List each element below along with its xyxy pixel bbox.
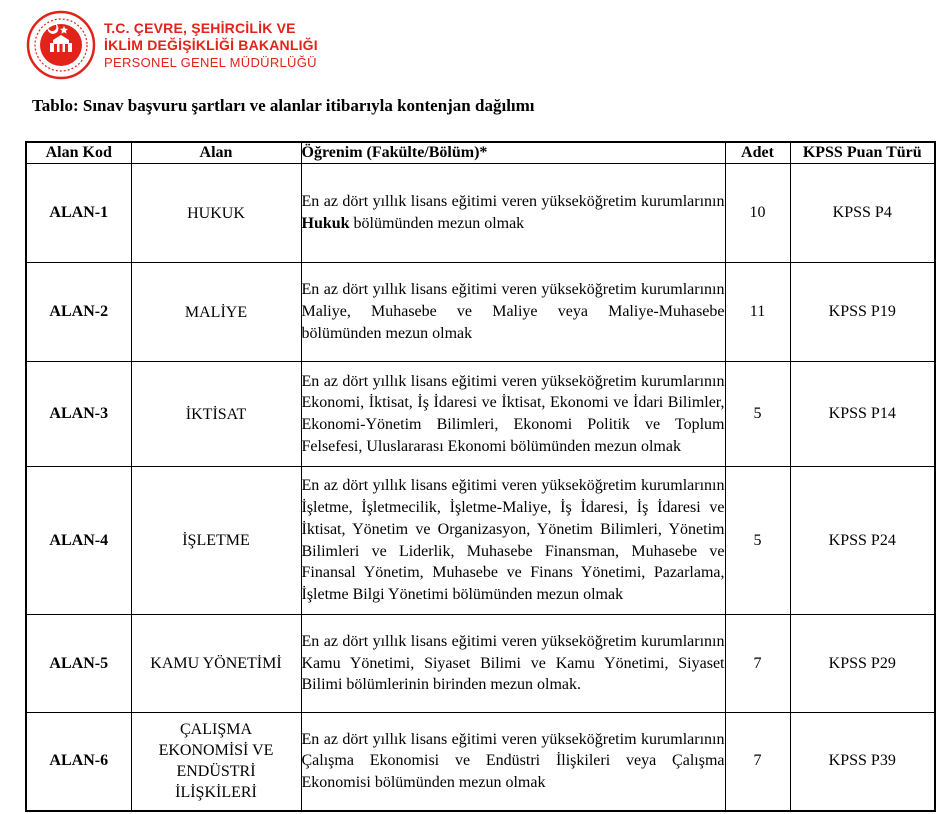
letterhead: [26, 10, 318, 80]
table-row: [26, 362, 935, 467]
kpss-cell: KPSS P29: [790, 615, 935, 713]
alan-cell: ÇALIŞMA EKONOMİSİ VE ENDÜSTRİ İLİŞKİLERİ: [131, 713, 301, 811]
alan-cell: MALİYE: [131, 263, 301, 362]
table-row: [26, 164, 935, 263]
table-row: [26, 713, 935, 811]
ministry-name-line1: T.C. ÇEVRE, ŞEHİRCİLİK VE: [104, 19, 296, 36]
ogrenim-cell: En az dört yıllık lisans eğitimi veren yükseköğretim kurumlarının Maliye, Muhasebe ve Maliye veya Maliye-Muhasebe bölümünden mezun olmak: [301, 263, 725, 362]
table-row: [26, 263, 935, 362]
adet-cell: 5: [725, 467, 790, 615]
ministry-name-line2: İKLİM DEĞİŞİKLİĞİ BAKANLIĞI: [104, 36, 318, 53]
kpss-cell: KPSS P39: [790, 713, 935, 811]
department-name: PERSONEL GENEL MÜDÜRLÜĞÜ: [104, 54, 317, 70]
header-kpss: KPSS Puan Türü: [790, 142, 935, 164]
kpss-cell: KPSS P24: [790, 467, 935, 615]
adet-cell: 10: [725, 164, 790, 263]
kpss-cell: KPSS P14: [790, 362, 935, 467]
header-ogrenim: Öğrenim (Fakülte/Bölüm)*: [301, 142, 725, 164]
kpss-cell: KPSS P19: [790, 263, 935, 362]
ministry-seal-icon: [26, 10, 96, 80]
alan-kod-cell: ALAN-3: [26, 362, 131, 467]
ogrenim-cell: En az dört yıllık lisans eğitimi veren yükseköğretim kurumlarının İşletme, İşletmecilik, İşletme-Maliye, İş İdaresi, İş İdaresi ve İktisat, Yönetim ve Organizasyon, Yönetim Bilimleri, Yönetim Bilimleri ve Liderlik, Muhasebe Finansman, Muhasebe ve Finansal Yönetim, Muhasebe ve Finans Yönetimi, Pazarlama, İşletme Bilgi Yönetimi bölümünden mezun olmak: [301, 467, 725, 615]
ogrenim-text: bölümünden mezun olmak: [349, 215, 525, 232]
header-alan-kod: Alan Kod: [26, 142, 131, 164]
table-caption: Tablo: Sınav başvuru şartları ve alanlar itibarıyla kontenjan dağılımı: [32, 96, 535, 115]
ogrenim-cell: [301, 164, 725, 263]
alan-cell: İKTİSAT: [131, 362, 301, 467]
adet-cell: 5: [725, 362, 790, 467]
alan-kod-cell: ALAN-5: [26, 615, 131, 713]
alan-cell: İŞLETME: [131, 467, 301, 615]
alan-kod-cell: ALAN-1: [26, 164, 131, 263]
table-header-row: [26, 142, 935, 164]
quota-table: [25, 141, 936, 812]
adet-cell: 7: [725, 713, 790, 811]
adet-cell: 7: [725, 615, 790, 713]
alan-cell: HUKUK: [131, 164, 301, 263]
table-row: [26, 467, 935, 615]
alan-kod-cell: ALAN-4: [26, 467, 131, 615]
ogrenim-cell: En az dört yıllık lisans eğitimi veren yükseköğretim kurumlarının Ekonomi, İktisat, İş İdaresi ve İktisat, Ekonomi ve İdari Bilimler, Ekonomi-Yönetim Bilimleri, Ekonomi Politik ve Toplum Felsefesi, Uluslararası Ekonomi bölümünden mezun olmak: [301, 362, 725, 467]
ogrenim-cell: En az dört yıllık lisans eğitimi veren yükseköğretim kurumlarının Çalışma Ekonomisi ve Endüstri İlişkileri veya Çalışma Ekonomisi bölümünden mezun olmak: [301, 713, 725, 811]
kpss-cell: KPSS P4: [790, 164, 935, 263]
table-row: [26, 615, 935, 713]
header-adet: Adet: [725, 142, 790, 164]
adet-cell: 11: [725, 263, 790, 362]
alan-kod-cell: ALAN-6: [26, 713, 131, 811]
alan-kod-cell: ALAN-2: [26, 263, 131, 362]
ogrenim-text: En az dört yıllık lisans eğitimi veren yükseköğretim kurumlarının: [301, 193, 725, 211]
alan-cell: KAMU YÖNETİMİ: [131, 615, 301, 713]
header-alan: Alan: [131, 142, 301, 164]
ogrenim-bold-text: Hukuk: [301, 215, 350, 232]
ogrenim-cell: En az dört yıllık lisans eğitimi veren yükseköğretim kurumlarının Kamu Yönetimi, Siyaset Bilimi ve Kamu Yönetimi, Siyaset Bilimi bölümlerinin birinden mezun olmak.: [301, 615, 725, 713]
